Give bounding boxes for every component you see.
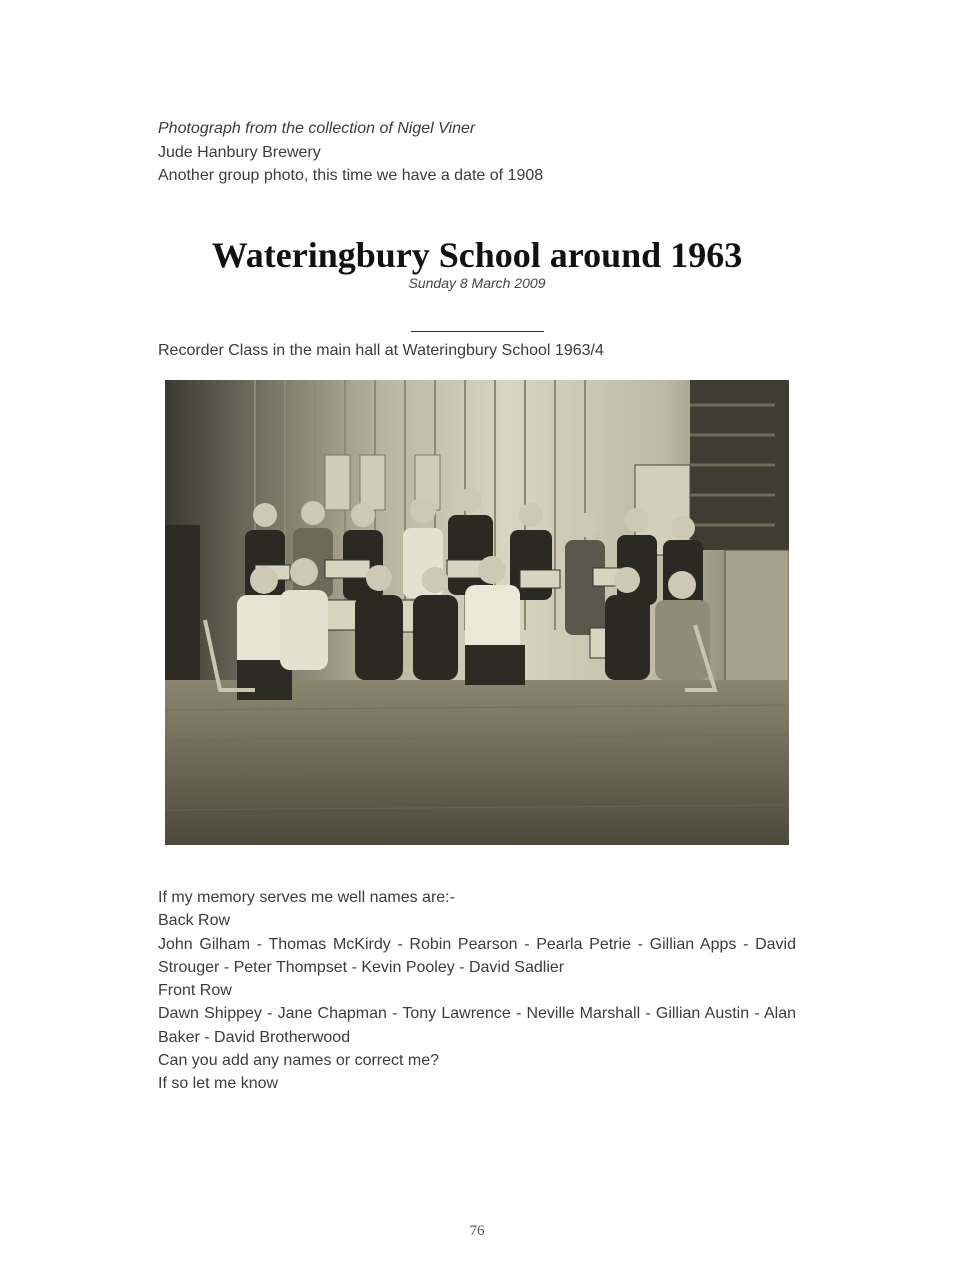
- back-row-heading: Back Row: [158, 912, 231, 930]
- names-section: [158, 886, 796, 1096]
- recorder-class-photo: [165, 380, 789, 845]
- front-row-heading: Front Row: [158, 982, 232, 1000]
- back-row-names: John Gilham - Thomas McKirdy - Robin Pearson - Pearla Petrie - Gillian Apps - David Strouger - Peter Thompset - Kevin Pooley - David Sadlier: [158, 935, 796, 976]
- names-intro: If my memory serves me well names are:-: [158, 889, 455, 906]
- names-question: Can you add any names or correct me?: [158, 1052, 440, 1070]
- article-date: Sunday 8 March 2009: [408, 275, 546, 291]
- photo-caption: Recorder Class in the main hall at Wateringbury School 1963/4: [158, 342, 604, 359]
- article-title: Wateringbury School around 1963: [211, 235, 743, 275]
- intro-line-brewery: Jude Hanbury Brewery: [158, 144, 321, 161]
- divider: [411, 331, 544, 332]
- photo-credit: Photograph from the collection of Nigel Viner: [158, 120, 476, 137]
- front-row-names: Dawn Shippey - Jane Chapman - Tony Lawrence - Neville Marshall - Gillian Austin - Alan Baker - David Brotherwood: [158, 1005, 796, 1046]
- page-number: 76: [469, 1223, 485, 1239]
- names-closing: If so let me know: [158, 1075, 279, 1093]
- intro-line-group-photo: Another group photo, this time we have a date of 1908: [158, 167, 544, 184]
